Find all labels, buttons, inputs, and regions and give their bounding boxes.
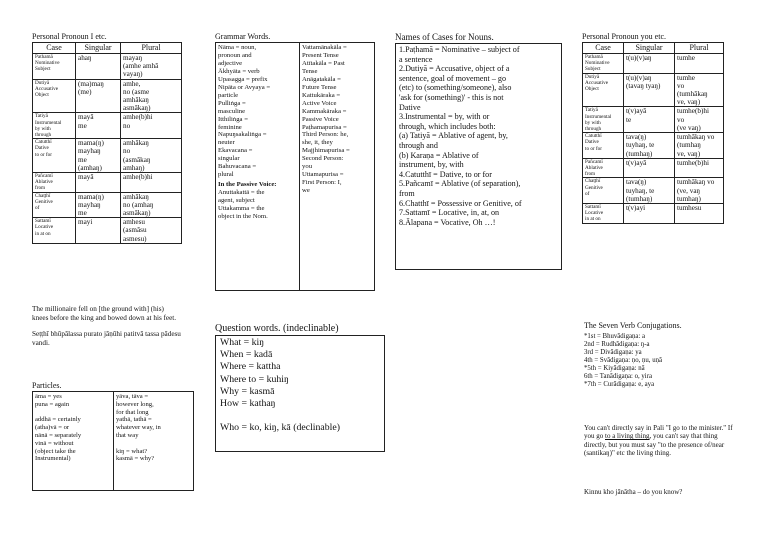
table-row — [33, 79, 182, 113]
pronoun-i-section — [32, 32, 182, 244]
cases-body: 1.Paṭhamā = Nominative – subject of a sentence 2.Dutiyā = Accusative, object of a sentence, goal of movement – go (etc) to (something/someone), also 'ask for (something)' - this is not Dative 3.Instrumental = by, with or through, which includes both: (a) Tatiyā = Ablative of agent, by, through and (b) Karaṇa = Ablative of instrument, by, with 4.Catutthī = Dative, to or for 5.Pañcamī = Ablative (of separation), from 6.Chatthī = Possessive or Genitive, of 7.Sattamī = Locative, in, at, on 8.Ālapana = Vocative, Oh …! — [399, 45, 522, 227]
cases-title: Names of Cases for Nouns. — [395, 32, 494, 42]
table-row — [33, 54, 182, 80]
note-text — [584, 424, 734, 458]
plural-cell: tumhe — [675, 54, 724, 74]
singular-cell: mayā — [76, 173, 121, 193]
table-row — [33, 113, 182, 139]
grammar-title: Grammar Words. — [215, 32, 271, 41]
pronoun-you-section — [582, 32, 724, 224]
case-cell: Sattamī Locative in at on — [583, 204, 624, 224]
case-cell: Tatiyā Instrumental by with through — [583, 107, 624, 133]
header-singular: Singular — [76, 43, 121, 54]
question-words-box — [215, 335, 385, 452]
note-part2: , you can't say that thing directly, but you must say "to the presence of/near (santikaŋ)" etc the living thing. — [584, 432, 725, 458]
question-words-section — [215, 323, 385, 452]
verb-conjugations-title: The Seven Verb Conjugations. — [584, 321, 682, 330]
singular-cell: tava(ŋ) tuyhaŋ, te (tumhaŋ) — [624, 133, 675, 159]
question-words-title: Question words. (indeclinable) — [215, 323, 339, 334]
header-plural: Plural — [121, 43, 182, 54]
note-part1: You can't directly say in Pali "I go to the minister." If you go — [584, 424, 733, 441]
table-row — [583, 54, 724, 74]
singular-cell: ahaŋ — [76, 54, 121, 80]
plural-cell: tumhe(b)hi — [675, 158, 724, 178]
singular-cell: mama(ŋ) mayhaŋ me — [76, 192, 121, 218]
table-row — [583, 178, 724, 204]
singular-cell: mayi — [76, 218, 121, 244]
passive-heading: In the Passive Voice: — [218, 181, 277, 189]
singular-cell: t(u)(v)aŋ (tavaŋ tyaŋ) — [624, 73, 675, 107]
table-row — [33, 173, 182, 193]
pronoun-i-title: Personal Pronoun I etc. — [32, 32, 107, 41]
table-row — [583, 158, 724, 178]
table-row — [33, 218, 182, 244]
plural-cell: amhākaŋ no (asmākaŋ amhaŋ) — [121, 139, 182, 173]
particles-left-col — [33, 392, 114, 491]
verb-conjugations-list: *1st = Bhuvādigaṇa: a 2nd = Rudhādigaṇa: ŋ-a 3rd = Divādigaṇa: ya 4th = Svādigaṇa: ṇo, ṇu, uṇā *5th = Kiyādigaṇa: nā 6th = Tanādigaṇa: o, yira *7th = Curādigaṇa: e, aya — [584, 333, 663, 388]
plural-cell: amhesu (asmāsu asmesu) — [121, 218, 182, 244]
case-cell: Pañcamī Ablative from — [583, 158, 624, 178]
plural-cell: amhe, no (asme amhākaŋ asmākaŋ) — [121, 79, 182, 113]
plural-cell: tumhākaŋ vo (tumhaŋ ve, vaŋ) — [675, 133, 724, 159]
cases-section — [395, 32, 562, 270]
grammar-section — [215, 32, 375, 291]
closing-question: Kinnu kho jānātha – do you know? — [584, 488, 683, 496]
plural-cell: tumhe(b)hi vo (ve vaŋ) — [675, 107, 724, 133]
singular-cell: tava(ŋ) tuyhaŋ, te (tumhaŋ) — [624, 178, 675, 204]
header-case: Case — [33, 43, 76, 54]
plural-cell: amhe(b)hi no — [121, 113, 182, 139]
sentence-english: The millionaire fell on [the ground with] (his) knees before the king and bowed down at his feet. — [32, 305, 177, 322]
particles-title: Particles. — [32, 381, 62, 390]
header-case: Case — [583, 43, 624, 54]
singular-cell: t(v)ayi — [624, 204, 675, 224]
grammar-right-col — [300, 43, 375, 291]
case-cell: Catutthī Dative to or for — [583, 133, 624, 159]
particles-left-text: āma = yes puna = again addhā = certainly (atha)vā = or nānā = separately vinā = without (object take the Instrumental) — [35, 393, 82, 463]
particles-right-text: yāva, tāva = however long, for that long yathā, tathā = whatever way, in that way kiŋ = what? kasmā = why? — [116, 393, 161, 463]
usage-note — [584, 424, 734, 458]
table-row — [33, 192, 182, 218]
grammar-table — [215, 42, 375, 291]
header-singular: Singular — [624, 43, 675, 54]
case-cell: Sattamī Locative in at on — [33, 218, 76, 244]
pronoun-you-table — [582, 42, 724, 224]
passive-text: Anuttakattā = the agent, subject Uttakamma = the object in the Nom. — [218, 189, 268, 221]
singular-cell: mayā me — [76, 113, 121, 139]
grammar-left-col — [216, 43, 300, 291]
plural-cell: amhe(b)hi — [121, 173, 182, 193]
cases-box — [395, 43, 562, 270]
singular-cell: t(v)ayā te — [624, 107, 675, 133]
table-row — [583, 73, 724, 107]
case-cell: Pathamā Nominative Subject — [583, 54, 624, 74]
case-cell: Tatiyā Instrumental by with through — [33, 113, 76, 139]
case-cell: Pathamā Nominative Subject — [33, 54, 76, 80]
case-cell: Dutiyā Accusative Object — [583, 73, 624, 107]
plural-cell: amhākaŋ no (amhaŋ asmākaŋ) — [121, 192, 182, 218]
question-words-body: What = kiŋ When = kadā Where = kattha Where to = kuhiŋ Why = kasmā How = kathaŋ Who = ko, kiŋ, kā (declinable) — [220, 337, 341, 434]
sentence-pali: Seṭṭhī bhūpālassa purato jāṇūhi patitvā tassa pādesu vandi. — [32, 330, 181, 347]
table-row — [583, 133, 724, 159]
pronoun-you-title: Personal Pronoun you etc. — [582, 32, 666, 41]
case-cell: Pañcamī Ablative from — [33, 173, 76, 193]
plural-cell: mayaŋ (amhe amhā vayaŋ) — [121, 54, 182, 80]
grammar-right-text: Vattamānakāla = Present Tense Atītakāla = Past Tense Anāgatakāla = Future Tense Kattukāraka = Active Voice Kammakāraka = Passive Voice Paṭhamapurisa = Third Person: he, she, it, they Majjhimapurisa = Second Person: you Uttamapurisa = First Person: I, we — [302, 44, 350, 195]
particles-section — [32, 381, 194, 491]
case-cell: Dutiyā Accusative Object — [33, 79, 76, 113]
singular-cell: mama(ŋ) mayhaŋ me (amhaŋ) — [76, 139, 121, 173]
singular-cell: t(v)ayā — [624, 158, 675, 178]
grammar-left-text: Nāma = noun, pronoun and adjective Ākhyāta = verb Upasagga = prefix Nipāta or Avyaya = particle Pulliṅga = masculine Itthiliṅga = feminine Napuŋsakaliṅga = neuter Ekavacana = singular Bahuvacana = plural — [218, 44, 271, 179]
plural-cell: tumhe vo (tumhākaŋ ve, vaŋ) — [675, 73, 724, 107]
verb-conjugations-section — [584, 321, 734, 389]
singular-cell: (ma)maŋ (me) — [76, 79, 121, 113]
case-cell: Catutthī Dative to or for — [33, 139, 76, 173]
pronoun-i-table — [32, 42, 182, 244]
table-row — [583, 204, 724, 224]
example-sentence — [32, 305, 182, 347]
case-cell: Chaṭṭhī Genitive of — [33, 192, 76, 218]
particles-table — [32, 391, 194, 491]
singular-cell: t(u)(v)aŋ — [624, 54, 675, 74]
note-underlined: to a living thing — [605, 432, 650, 441]
case-cell: Chaṭṭhī Genitive of — [583, 178, 624, 204]
table-row — [583, 107, 724, 133]
table-row — [33, 139, 182, 173]
plural-cell: tumhesu — [675, 204, 724, 224]
plural-cell: tumhākaŋ vo (ve, vaŋ tumhaŋ) — [675, 178, 724, 204]
particles-right-col — [114, 392, 194, 491]
header-plural: Plural — [675, 43, 724, 54]
